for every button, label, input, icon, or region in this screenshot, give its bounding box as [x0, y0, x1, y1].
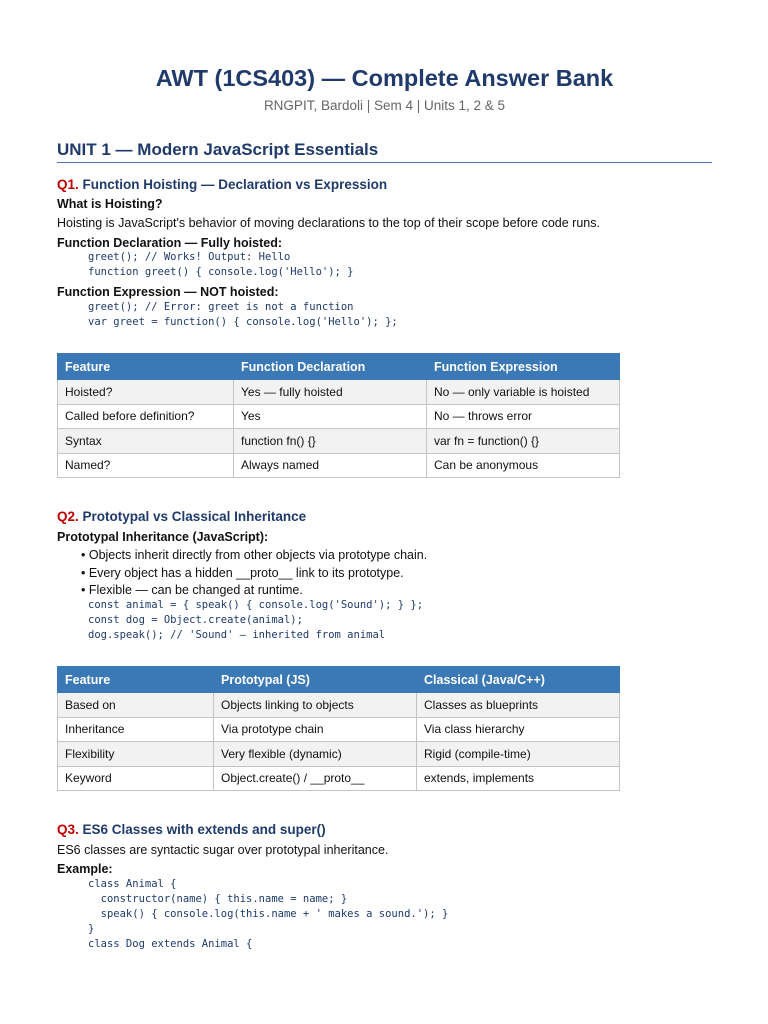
q2-code-line: dog.speak(); // 'Sound' — inherited from animal [88, 629, 386, 641]
q1-number: Q1. [57, 177, 79, 192]
table-row [58, 717, 620, 742]
table-row [58, 693, 620, 718]
q2-bullet: • Objects inherit directly from other objects via prototype chain. [81, 548, 428, 562]
table-header-row [58, 354, 620, 380]
unit-heading: UNIT 1 — Modern JavaScript Essentials [57, 140, 712, 163]
table-header-cell: Function Declaration [234, 354, 427, 380]
q3-code-line: speak() { console.log(this.name + ' makes a sound.'); } [88, 908, 449, 920]
q3-heading [57, 821, 326, 838]
q2-comparison-table [57, 666, 620, 791]
table-header-cell: Feature [58, 667, 214, 693]
document-title: AWT (1CS403) — Complete Answer Bank [155, 65, 614, 91]
table-cell: Via class hierarchy [417, 717, 620, 742]
table-cell: No — only variable is hoisted [427, 380, 620, 405]
q1-decl-code-line: function greet() { console.log('Hello'); } [88, 266, 354, 278]
table-header-cell: Prototypal (JS) [214, 667, 417, 693]
table-cell: Based on [58, 693, 214, 718]
table-cell: Rigid (compile-time) [417, 742, 620, 767]
table-cell: extends, implements [417, 766, 620, 791]
q3-title: ES6 Classes with extends and super() [82, 822, 326, 837]
q3-code-line: class Animal { [88, 878, 177, 890]
table-row [58, 742, 620, 767]
table-cell: Objects linking to objects [214, 693, 417, 718]
q2-heading [57, 508, 306, 525]
q3-code-line: } [88, 923, 95, 935]
q2-bullet: • Flexible — can be changed at runtime. [81, 583, 303, 597]
q1-heading [57, 176, 387, 193]
table-cell: Can be anonymous [427, 453, 620, 478]
table-row [58, 380, 620, 405]
table-cell: Object.create() / __proto__ [214, 766, 417, 791]
table-cell: function fn() {} [234, 429, 427, 454]
q3-number: Q3. [57, 822, 79, 837]
table-cell: Yes — fully hoisted [234, 380, 427, 405]
q1-expr-code-line: greet(); // Error: greet is not a function [88, 301, 354, 313]
table-cell: Yes [234, 404, 427, 429]
table-row [58, 404, 620, 429]
table-cell: Syntax [58, 429, 234, 454]
table-cell: Called before definition? [58, 404, 234, 429]
table-cell: Flexibility [58, 742, 214, 767]
q2-code-line: const dog = Object.create(animal); [88, 614, 303, 626]
document-subtitle: RNGPIT, Bardoli | Sem 4 | Units 1, 2 & 5 [263, 98, 506, 113]
table-header-cell: Feature [58, 354, 234, 380]
table-row [58, 766, 620, 791]
table-row [58, 429, 620, 454]
table-cell: Keyword [58, 766, 214, 791]
table-cell: Classes as blueprints [417, 693, 620, 718]
q2-title: Prototypal vs Classical Inheritance [82, 509, 307, 524]
q3-example-heading: Example: [57, 862, 113, 876]
q3-code-line: class Dog extends Animal { [88, 938, 253, 950]
q2-sub-heading: Prototypal Inheritance (JavaScript): [57, 530, 269, 544]
q1-decl-heading: Function Declaration — Fully hoisted: [57, 236, 283, 250]
table-cell: Named? [58, 453, 234, 478]
q1-expr-code-line: var greet = function() { console.log('Hello'); }; [88, 316, 398, 328]
q1-title: Function Hoisting — Declaration vs Expression [82, 177, 388, 192]
q3-code-line: constructor(name) { this.name = name; } [88, 893, 348, 905]
table-cell: Always named [234, 453, 427, 478]
table-cell: No — throws error [427, 404, 620, 429]
q3-text: ES6 classes are syntactic sugar over prototypal inheritance. [57, 843, 389, 857]
table-cell: Inheritance [58, 717, 214, 742]
table-row [58, 453, 620, 478]
q1-comparison-table [57, 353, 620, 478]
q2-number: Q2. [57, 509, 79, 524]
table-header-cell: Classical (Java/C++) [417, 667, 620, 693]
table-cell: var fn = function() {} [427, 429, 620, 454]
q1-expr-heading: Function Expression — NOT hoisted: [57, 285, 279, 299]
table-cell: Hoisted? [58, 380, 234, 405]
table-cell: Via prototype chain [214, 717, 417, 742]
q1-decl-code-line: greet(); // Works! Output: Hello [88, 251, 291, 263]
q1-what-heading: What is Hoisting? [57, 197, 163, 211]
table-header-cell: Function Expression [427, 354, 620, 380]
q2-code-line: const animal = { speak() { console.log('Sound'); } }; [88, 599, 424, 611]
table-cell: Very flexible (dynamic) [214, 742, 417, 767]
q1-what-text: Hoisting is JavaScript's behavior of moving declarations to the top of their scope before code runs. [57, 216, 600, 230]
q2-bullet: • Every object has a hidden __proto__ link to its prototype. [81, 566, 404, 580]
table-header-row [58, 667, 620, 693]
